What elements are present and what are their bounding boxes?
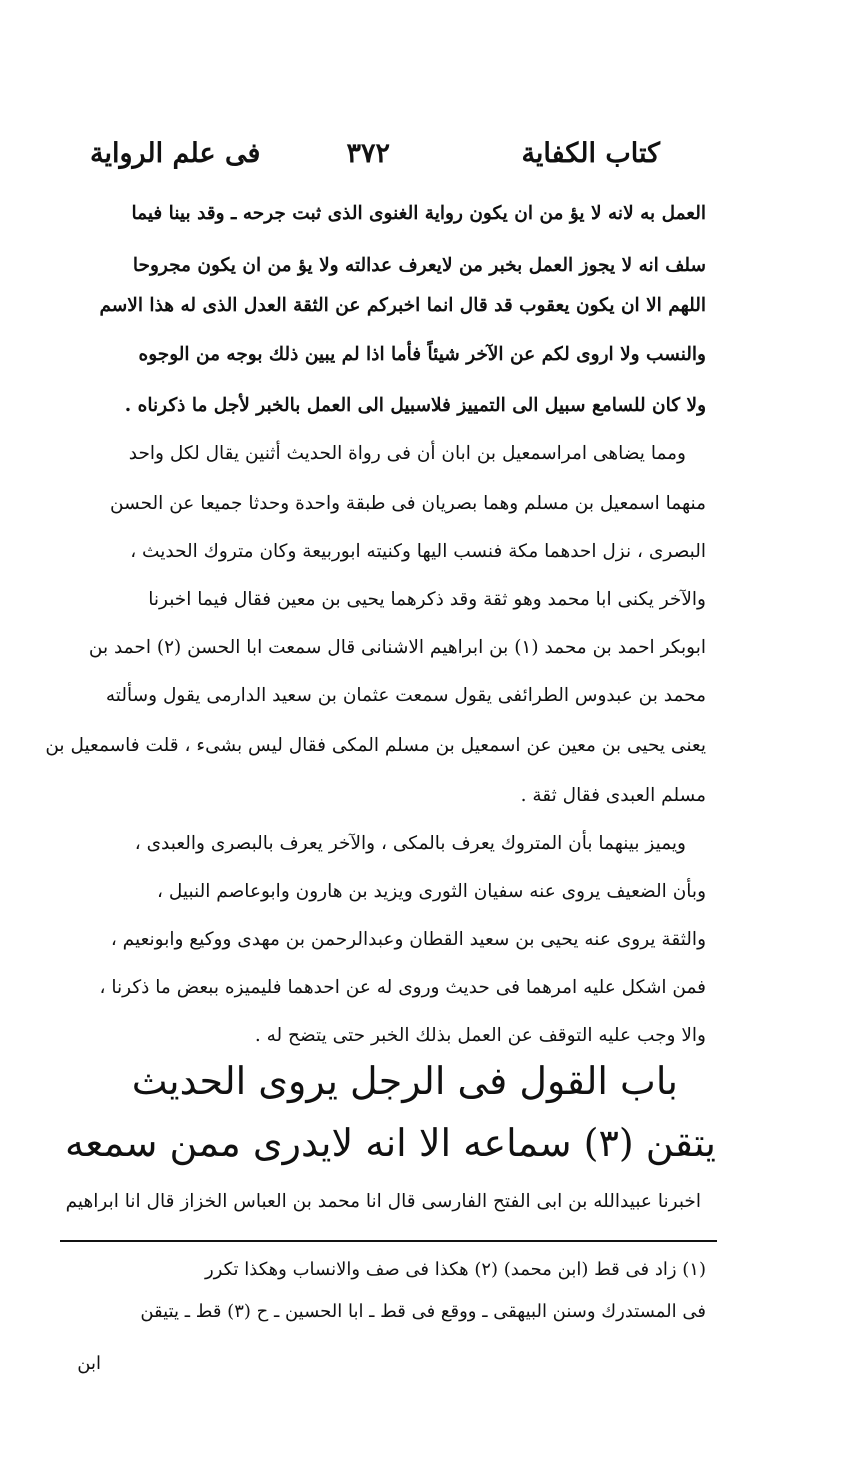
footnote-line: (١) زاد فى قط (ابن محمد) (٢) هكذا فى صف والانساب وهكذا تكرر	[204, 1259, 706, 1280]
section-title: فى علم الرواية	[90, 138, 261, 169]
text-line: والنسب ولا اروى لكم عن الآخر شيئاً فأما اذا لم يبين ذلك بوجه من الوجوه	[138, 344, 706, 365]
text-line: ابوبكر احمد بن محمد (١) بن ابراهيم الاشنانى قال سمعت ابا الحسن (٢) احمد بن	[88, 637, 706, 658]
text-line: منهما اسمعيل بن مسلم وهما بصريان فى طبقة واحدة وحدثا جميعا عن الحسن	[110, 493, 706, 514]
book-title: كتاب الكفاية	[521, 138, 660, 169]
text-line: مسلم العبدى فقال ثقة .	[520, 785, 706, 806]
text-line: والا وجب عليه التوقف عن العمل بذلك الخبر حتى يتضح له .	[254, 1025, 706, 1046]
text-line: يعنى يحيى بن معين عن اسمعيل بن مسلم المكى فقال ليس بشىء ، قلت فاسمعيل بن	[45, 735, 706, 756]
chapter-title-line-2: يتقن (٣) سماعه الا انه لايدرى ممن سمعه	[64, 1121, 716, 1165]
footnote-line: ابن	[77, 1353, 101, 1374]
text-line: ولا كان للسامع سبيل الى التمييز فلاسبيل الى العمل بالخبر لأجل ما ذكرناه .	[124, 395, 706, 416]
isnad-line: اخبرنا عبيدالله بن ابى الفتح الفارسى قال انا محمد بن العباس الخزاز قال انا ابراهيم	[65, 1191, 701, 1212]
text-line: ويميز بينهما بأن المتروك يعرف بالمكى ، والآخر يعرف بالبصرى والعبدى ،	[134, 833, 686, 854]
footnote-line: فى المستدرك وسنن البيهقى ـ ووقع فى قط ـ ابا الحسين ـ ح (٣) قط ـ يتيقن	[140, 1301, 706, 1322]
text-line: ومما يضاهى امراسمعيل بن ابان أن فى رواة الحديث أثنين يقال لكل واحد	[128, 443, 686, 464]
text-line: فمن اشكل عليه امرهما فى حديث وروى له عن احدهما فليميزه ببعض ما ذكرنا ،	[99, 977, 706, 998]
text-line: والآخر يكنى ابا محمد وهو ثقة وقد ذكرهما يحيى بن معين فقال فيما اخبرنا	[148, 589, 706, 610]
text-line: اللهم الا ان يكون يعقوب قد قال انما اخبركم عن الثقة العدل الذى له هذا الاسم	[99, 295, 706, 316]
text-line: العمل به لانه لا يؤ من ان يكون رواية الغنوى الذى ثبت جرحه ـ وقد بينا فيما	[131, 203, 706, 224]
page-number: ٣٧٢	[346, 138, 390, 169]
text-line: سلف انه لا يجوز العمل بخبر من لايعرف عدالته ولا يؤ من ان يكون مجروحا	[132, 255, 706, 276]
text-line: والثقة يروى عنه يحيى بن سعيد القطان وعبدالرحمن بن مهدى ووكيع وابونعيم ،	[110, 929, 706, 950]
text-line: محمد بن عبدوس الطرائفى يقول سمعت عثمان بن سعيد الدارمى يقول وسألته	[105, 685, 706, 706]
chapter-title-line-1: باب القول فى الرجل يروى الحديث	[131, 1059, 678, 1103]
footnote-divider	[60, 1240, 717, 1242]
text-line: البصرى ، نزل احدهما مكة فنسب اليها وكنيته ابوربيعة وكان متروك الحديث ،	[130, 541, 706, 562]
text-line: وبأن الضعيف يروى عنه سفيان الثورى ويزيد بن هارون وابوعاصم النبيل ،	[157, 881, 706, 902]
